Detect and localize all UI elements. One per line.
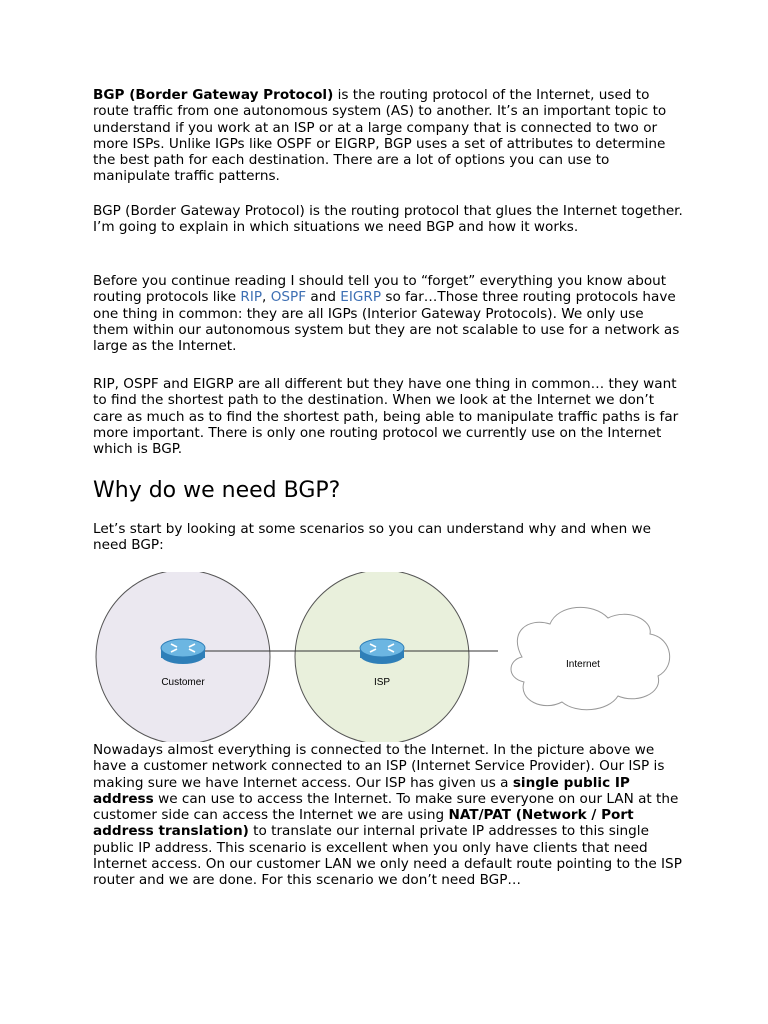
nat-pat-term: NAT/PAT (Network / Port address translation) (93, 807, 634, 840)
bgp-term: BGP (Border Gateway Protocol) (93, 87, 334, 103)
public-ip-term: single public IP address (93, 774, 630, 807)
igp-text-2: , (262, 289, 271, 306)
scenario-intro-text: Let’s start by looking at some scenarios so you can understand why and when we need BGP: (93, 521, 652, 554)
nat-text-2: we can use to access the Internet. To make sure everyone on our LAN at the customer side can access the Internet we are using (93, 790, 679, 824)
isp-label: ISP (373, 677, 391, 688)
igp-text-1: Before you continue reading I should tell you to “forget” everything you know about routing protocols like (93, 273, 667, 306)
nat-paragraph (93, 742, 683, 889)
internet-label: Internet (566, 659, 600, 670)
nat-text-3: to translate our internal private IP addresses to this single public IP address. This scenario is excellent when you only have clients that need Internet access. On our customer LAN we only need a default route pointing to the ISP router and we are done. For this scenario we don’t need BGP… (93, 823, 682, 889)
intro-paragraph (93, 87, 683, 185)
ospf-link[interactable]: OSPF (270, 289, 307, 306)
section-heading: Why do we need BGP? (93, 478, 341, 503)
customer-label: Customer (161, 677, 205, 688)
nat-text-1: Nowadays almost everything is connected to the Internet. In the picture above we have a customer network connected to an ISP (Internet Service Provider). Our ISP is making sure we have Internet access. Our ISP has given us a (93, 742, 665, 791)
glue-text: BGP (Border Gateway Protocol) is the routing protocol that glues the Internet together. I’m going to explain in which situations we need BGP and how it works. (93, 203, 683, 236)
shortest-path-text: RIP, OSPF and EIGRP are all different but they have one thing in common… they want to find the shortest path to the destination. When we look at the Internet we don’t care as much as to find the shortest path, being able to manipulate traffic paths is far more important. There is only one routing protocol we currently use on the Internet which is BGP. (93, 376, 679, 458)
scenario-intro-paragraph (93, 521, 683, 554)
customer-router-icon (161, 639, 205, 664)
igp-text-3: and (306, 289, 341, 306)
network-diagram (88, 572, 678, 742)
intro-text: is the routing protocol of the Internet, used to route traffic from one autonomous system (AS) to another. It’s an important topic to understand if you work at an ISP or at a large company that is connected to two or more ISPs. Unlike IGPs like OSPF or EIGRP, BGP uses a set of attributes to determine the best path for each destination. There are a lot of options you can use to manipulate traffic patterns. (93, 87, 667, 185)
igp-paragraph (93, 273, 683, 354)
igp-text-4: so far…Those three routing protocols have one thing in common: they are all IGPs (Interior Gateway Protocols). We only use them within our autonomous system but they are not scalable to use for a network as large as the Internet. (93, 289, 680, 355)
rip-link[interactable]: RIP (240, 289, 263, 306)
glue-paragraph (93, 203, 683, 236)
shortest-path-paragraph (93, 376, 683, 457)
isp-router-icon (360, 639, 404, 664)
eigrp-link[interactable]: EIGRP (340, 289, 382, 306)
